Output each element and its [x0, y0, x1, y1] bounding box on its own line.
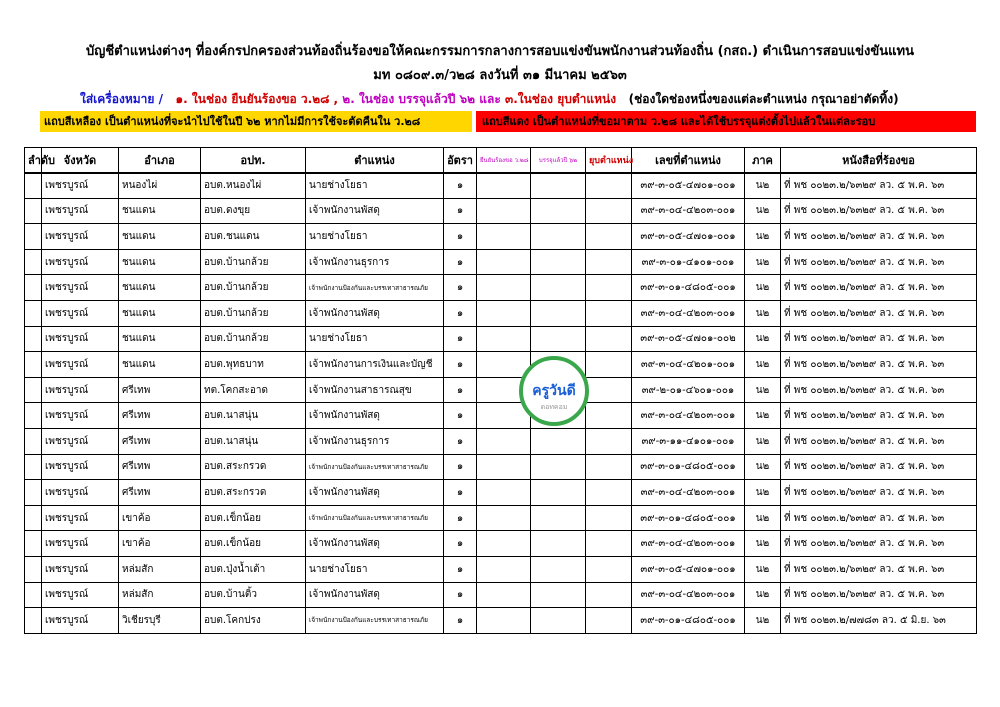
- cell-province: เพชรบูรณ์: [42, 173, 119, 199]
- cell-filled: [531, 556, 586, 582]
- cell-no: [25, 403, 42, 429]
- cell-org: อบต.บ้านกล้วย: [201, 300, 306, 326]
- cell-org: อบต.นาสนุ่น: [201, 428, 306, 454]
- cell-org: อบต.ปุ่งน้ำเต้า: [201, 556, 306, 582]
- cell-abolish: [586, 556, 632, 582]
- cell-province: เพชรบูรณ์: [42, 608, 119, 634]
- cell-no: [25, 224, 42, 250]
- cell-pos-no: ๓๙-๓-๐๔-๔๒๐๓-๐๐๑: [632, 300, 745, 326]
- col-province: จังหวัด: [42, 148, 119, 173]
- cell-confirm: [477, 505, 531, 531]
- cell-confirm: [477, 454, 531, 480]
- cell-confirm: [477, 198, 531, 224]
- cell-letter: ที่ พช ๐๐๒๓.๒/๖๓๒๙ ลว. ๕ พ.ค. ๖๓: [781, 275, 977, 301]
- cell-province: เพชรบูรณ์: [42, 275, 119, 301]
- cell-province: เพชรบูรณ์: [42, 326, 119, 352]
- cell-position: เจ้าพนักงานป้องกันและบรรเทาสาธารณภัย: [306, 505, 444, 531]
- cell-pos-no: ๓๙-๓-๐๑-๔๘๐๕-๐๐๑: [632, 275, 745, 301]
- cell-region: น๒: [745, 173, 781, 199]
- cell-org: อบต.บ้านกล้วย: [201, 326, 306, 352]
- watermark-subtext: ดอทคอม: [540, 403, 568, 411]
- cell-district: ศรีเทพ: [119, 480, 201, 506]
- cell-abolish: [586, 428, 632, 454]
- instruction-confirm: ๑. ในช่อง ยืนยันร้องขอ ว.๒๘ ,: [175, 92, 339, 106]
- cell-region: น๒: [745, 403, 781, 429]
- cell-letter: ที่ พช ๐๐๒๓.๒/๖๓๒๙ ลว. ๕ พ.ค. ๖๓: [781, 352, 977, 378]
- cell-confirm: [477, 531, 531, 557]
- col-letter: หนังสือที่ร้องขอ: [781, 148, 977, 173]
- cell-letter: ที่ พช ๐๐๒๓.๒/๖๓๒๙ ลว. ๕ พ.ค. ๖๓: [781, 582, 977, 608]
- cell-district: เขาค้อ: [119, 505, 201, 531]
- cell-position: เจ้าพนักงานพัสดุ: [306, 198, 444, 224]
- cell-district: เขาค้อ: [119, 531, 201, 557]
- cell-position: เจ้าพนักงานการเงินและบัญชี: [306, 352, 444, 378]
- cell-pos-no: ๓๙-๓-๐๔-๔๒๐๓-๐๐๑: [632, 531, 745, 557]
- cell-org: อบต.สระกรวด: [201, 454, 306, 480]
- cell-province: เพชรบูรณ์: [42, 198, 119, 224]
- cell-pos-no: ๓๙-๓-๐๔-๔๒๐๑-๐๐๑: [632, 352, 745, 378]
- cell-province: เพชรบูรณ์: [42, 480, 119, 506]
- cell-pos-no: ๓๙-๓-๐๕-๔๗๐๑-๐๐๒: [632, 326, 745, 352]
- cell-rate: ๑: [444, 454, 477, 480]
- cell-org: อบต.เข็กน้อย: [201, 505, 306, 531]
- cell-province: เพชรบูรณ์: [42, 582, 119, 608]
- col-abolish: ยุบตำแหน่ง: [586, 148, 632, 173]
- cell-position: เจ้าพนักงานพัสดุ: [306, 403, 444, 429]
- cell-rate: ๑: [444, 326, 477, 352]
- cell-position: เจ้าพนักงานธุรการ: [306, 249, 444, 275]
- cell-province: เพชรบูรณ์: [42, 224, 119, 250]
- table-row: [25, 198, 977, 224]
- cell-rate: ๑: [444, 249, 477, 275]
- cell-position: เจ้าพนักงานพัสดุ: [306, 531, 444, 557]
- document-reference: มท ๐๘๐๙.๓/ว๒๘ ลงวันที่ ๓๑ มีนาคม ๒๕๖๓: [373, 68, 627, 83]
- cell-rate: ๑: [444, 173, 477, 199]
- cell-no: [25, 275, 42, 301]
- table-row: [25, 608, 977, 634]
- table-row: [25, 428, 977, 454]
- cell-filled: [531, 326, 586, 352]
- cell-letter: ที่ พช ๐๐๒๓.๒/๖๓๒๙ ลว. ๕ พ.ค. ๖๓: [781, 326, 977, 352]
- cell-region: น๒: [745, 377, 781, 403]
- cell-no: [25, 531, 42, 557]
- cell-no: [25, 505, 42, 531]
- cell-position: เจ้าพนักงานสาธารณสุข: [306, 377, 444, 403]
- col-pos-no: เลขที่ตำแหน่ง: [632, 148, 745, 173]
- cell-pos-no: ๓๙-๓-๐๑-๔๘๐๕-๐๐๑: [632, 454, 745, 480]
- instruction-mark: ใส่เครื่องหมาย /: [80, 92, 163, 106]
- cell-abolish: [586, 275, 632, 301]
- cell-abolish: [586, 173, 632, 199]
- cell-pos-no: ๓๙-๓-๑๑-๔๑๐๑-๐๐๑: [632, 428, 745, 454]
- cell-province: เพชรบูรณ์: [42, 403, 119, 429]
- cell-province: เพชรบูรณ์: [42, 428, 119, 454]
- cell-region: น๒: [745, 480, 781, 506]
- cell-confirm: [477, 249, 531, 275]
- cell-no: [25, 198, 42, 224]
- table-row: [25, 249, 977, 275]
- cell-no: [25, 300, 42, 326]
- cell-confirm: [477, 275, 531, 301]
- col-district: อำเภอ: [119, 148, 201, 173]
- cell-filled: [531, 249, 586, 275]
- cell-rate: ๑: [444, 531, 477, 557]
- cell-pos-no: ๓๙-๓-๐๕-๔๗๐๑-๐๐๑: [632, 224, 745, 250]
- cell-region: น๒: [745, 249, 781, 275]
- cell-confirm: [477, 173, 531, 199]
- cell-letter: ที่ พช ๐๐๒๓.๒/๗๗๘๓ ลว. ๕ มิ.ย. ๖๓: [781, 608, 977, 634]
- cell-no: [25, 608, 42, 634]
- cell-rate: ๑: [444, 480, 477, 506]
- cell-pos-no: ๓๙-๓-๐๕-๔๗๐๑-๐๐๑: [632, 173, 745, 199]
- cell-abolish: [586, 531, 632, 557]
- col-confirm: ยืนยันร้องขอ ว.๒๘: [477, 148, 531, 173]
- cell-org: อบต.บ้านกล้วย: [201, 249, 306, 275]
- cell-abolish: [586, 224, 632, 250]
- cell-province: เพชรบูรณ์: [42, 531, 119, 557]
- cell-filled: [531, 608, 586, 634]
- cell-position: เจ้าพนักงานป้องกันและบรรเทาสาธารณภัย: [306, 454, 444, 480]
- table-row: [25, 505, 977, 531]
- cell-district: ชนแดน: [119, 198, 201, 224]
- table-row: [25, 582, 977, 608]
- cell-district: ชนแดน: [119, 300, 201, 326]
- cell-district: วิเชียรบุรี: [119, 608, 201, 634]
- instruction-note: (ช่องใดช่องหนึ่งของแต่ละตำแหน่ง กรุณาอย่าตัดทิ้ง): [628, 92, 899, 106]
- cell-org: อบต.หนองไผ่: [201, 173, 306, 199]
- table-row: [25, 480, 977, 506]
- yellow-banner: แถบสีเหลือง เป็นตำแหน่งที่จะนำไปใช้ในปี ๖๒ หากไม่มีการใช้จะตัดคืนใน ว.๒๘: [40, 111, 472, 132]
- cell-district: หนองไผ่: [119, 173, 201, 199]
- cell-abolish: [586, 377, 632, 403]
- cell-district: ชนแดน: [119, 224, 201, 250]
- cell-rate: ๑: [444, 608, 477, 634]
- col-org: อปท.: [201, 148, 306, 173]
- cell-rate: ๑: [444, 300, 477, 326]
- table-row: [25, 300, 977, 326]
- cell-abolish: [586, 582, 632, 608]
- document-title: บัญชีตำแหน่งต่างๆ ที่องค์กรปกครองส่วนท้องถิ่นร้องขอให้คณะกรรมการกลางการสอบแข่งขันพนักงานส่วนท้องถิ่น (กสถ.) ดำเนินการสอบแข่งขันแทน: [86, 44, 914, 59]
- cell-region: น๒: [745, 608, 781, 634]
- cell-rate: ๑: [444, 428, 477, 454]
- cell-position: นายช่างโยธา: [306, 556, 444, 582]
- cell-abolish: [586, 249, 632, 275]
- cell-abolish: [586, 608, 632, 634]
- cell-letter: ที่ พช ๐๐๒๓.๒/๖๓๒๙ ลว. ๕ พ.ค. ๖๓: [781, 454, 977, 480]
- cell-no: [25, 428, 42, 454]
- cell-district: ศรีเทพ: [119, 377, 201, 403]
- cell-region: น๒: [745, 454, 781, 480]
- watermark-logo: [519, 356, 589, 426]
- cell-org: อบต.ชนแดน: [201, 224, 306, 250]
- table-row: [25, 326, 977, 352]
- cell-pos-no: ๓๙-๒-๐๑-๔๖๐๑-๐๐๑: [632, 377, 745, 403]
- cell-letter: ที่ พช ๐๐๒๓.๒/๖๓๒๙ ลว. ๕ พ.ค. ๖๓: [781, 403, 977, 429]
- cell-position: เจ้าพนักงานป้องกันและบรรเทาสาธารณภัย: [306, 275, 444, 301]
- cell-region: น๒: [745, 352, 781, 378]
- cell-region: น๒: [745, 428, 781, 454]
- cell-letter: ที่ พช ๐๐๒๓.๒/๖๓๒๙ ลว. ๕ พ.ค. ๖๓: [781, 224, 977, 250]
- cell-position: เจ้าพนักงานป้องกันและบรรเทาสาธารณภัย: [306, 608, 444, 634]
- cell-filled: [531, 173, 586, 199]
- cell-no: [25, 352, 42, 378]
- cell-confirm: [477, 326, 531, 352]
- instruction-filled: ๒. ในช่อง บรรจุแล้วปี ๖๒ และ: [342, 92, 501, 106]
- cell-abolish: [586, 480, 632, 506]
- cell-region: น๒: [745, 505, 781, 531]
- cell-filled: [531, 428, 586, 454]
- cell-pos-no: ๓๙-๓-๐๑-๔๘๐๕-๐๐๑: [632, 608, 745, 634]
- cell-district: ชนแดน: [119, 326, 201, 352]
- cell-confirm: [477, 300, 531, 326]
- cell-abolish: [586, 300, 632, 326]
- col-filled: บรรจุแล้วปี ๖๒: [531, 148, 586, 173]
- cell-filled: [531, 198, 586, 224]
- cell-district: หล่มสัก: [119, 582, 201, 608]
- cell-pos-no: ๓๙-๓-๐๔-๔๒๐๓-๐๐๑: [632, 582, 745, 608]
- watermark-text: ครูวันดี: [532, 383, 576, 399]
- cell-position: นายช่างโยธา: [306, 173, 444, 199]
- table-row: [25, 275, 977, 301]
- cell-province: เพชรบูรณ์: [42, 505, 119, 531]
- cell-rate: ๑: [444, 275, 477, 301]
- cell-filled: [531, 224, 586, 250]
- cell-letter: ที่ พช ๐๐๒๓.๒/๖๓๒๙ ลว. ๕ พ.ค. ๖๓: [781, 300, 977, 326]
- positions-table: [24, 147, 977, 634]
- cell-province: เพชรบูรณ์: [42, 352, 119, 378]
- cell-district: ชนแดน: [119, 352, 201, 378]
- cell-filled: [531, 275, 586, 301]
- cell-filled: [531, 454, 586, 480]
- cell-region: น๒: [745, 275, 781, 301]
- cell-letter: ที่ พช ๐๐๒๓.๒/๖๓๒๙ ลว. ๕ พ.ค. ๖๓: [781, 556, 977, 582]
- cell-abolish: [586, 403, 632, 429]
- col-rate: อัตรา: [444, 148, 477, 173]
- cell-letter: ที่ พช ๐๐๒๓.๒/๖๓๒๙ ลว. ๕ พ.ค. ๖๓: [781, 249, 977, 275]
- table-header-row: [25, 148, 977, 173]
- table-row: [25, 403, 977, 429]
- cell-letter: ที่ พช ๐๐๒๓.๒/๖๓๒๙ ลว. ๕ พ.ค. ๖๓: [781, 377, 977, 403]
- cell-rate: ๑: [444, 556, 477, 582]
- cell-no: [25, 173, 42, 199]
- cell-confirm: [477, 428, 531, 454]
- cell-district: ชนแดน: [119, 275, 201, 301]
- instructions-line: [80, 90, 899, 109]
- cell-pos-no: ๓๙-๓-๐๑-๔๑๐๑-๐๐๑: [632, 249, 745, 275]
- cell-province: เพชรบูรณ์: [42, 249, 119, 275]
- col-region: ภาค: [745, 148, 781, 173]
- instruction-abolish: ๓.ในช่อง ยุบตำแหน่ง: [504, 92, 617, 106]
- cell-confirm: [477, 608, 531, 634]
- cell-region: น๒: [745, 582, 781, 608]
- cell-no: [25, 582, 42, 608]
- table-row: [25, 556, 977, 582]
- cell-rate: ๑: [444, 224, 477, 250]
- cell-pos-no: ๓๙-๓-๐๕-๔๗๐๑-๐๐๑: [632, 556, 745, 582]
- table-row: [25, 454, 977, 480]
- cell-rate: ๑: [444, 582, 477, 608]
- cell-position: เจ้าพนักงานพัสดุ: [306, 480, 444, 506]
- cell-province: เพชรบูรณ์: [42, 454, 119, 480]
- cell-no: [25, 377, 42, 403]
- cell-district: ศรีเทพ: [119, 454, 201, 480]
- cell-position: เจ้าพนักงานพัสดุ: [306, 582, 444, 608]
- cell-region: น๒: [745, 556, 781, 582]
- cell-pos-no: ๓๙-๓-๐๔-๔๒๐๓-๐๐๑: [632, 403, 745, 429]
- cell-org: อบต.โคกปรง: [201, 608, 306, 634]
- cell-letter: ที่ พช ๐๐๒๓.๒/๖๓๒๙ ลว. ๕ พ.ค. ๖๓: [781, 428, 977, 454]
- cell-filled: [531, 300, 586, 326]
- cell-letter: ที่ พช ๐๐๒๓.๒/๖๓๒๙ ลว. ๕ พ.ค. ๖๓: [781, 198, 977, 224]
- cell-org: อบต.บ้านกล้วย: [201, 275, 306, 301]
- cell-rate: ๑: [444, 403, 477, 429]
- cell-pos-no: ๓๙-๓-๐๑-๔๘๐๕-๐๐๑: [632, 505, 745, 531]
- cell-rate: ๑: [444, 352, 477, 378]
- table-body: [25, 173, 977, 634]
- table-row: [25, 224, 977, 250]
- cell-rate: ๑: [444, 377, 477, 403]
- cell-filled: [531, 582, 586, 608]
- cell-filled: [531, 480, 586, 506]
- cell-confirm: [477, 582, 531, 608]
- cell-province: เพชรบูรณ์: [42, 300, 119, 326]
- table-row: [25, 531, 977, 557]
- cell-confirm: [477, 224, 531, 250]
- cell-abolish: [586, 198, 632, 224]
- cell-position: เจ้าพนักงานธุรการ: [306, 428, 444, 454]
- col-no: ลำดับ: [25, 148, 42, 173]
- cell-district: หล่มสัก: [119, 556, 201, 582]
- cell-no: [25, 326, 42, 352]
- cell-org: อบต.เข็กน้อย: [201, 531, 306, 557]
- cell-org: ทต.โคกสะอาด: [201, 377, 306, 403]
- cell-org: อบต.สระกรวด: [201, 480, 306, 506]
- cell-letter: ที่ พช ๐๐๒๓.๒/๖๓๒๙ ลว. ๕ พ.ค. ๖๓: [781, 531, 977, 557]
- cell-org: อบต.นาสนุ่น: [201, 403, 306, 429]
- cell-pos-no: ๓๙-๓-๐๔-๔๒๐๓-๐๐๑: [632, 480, 745, 506]
- cell-position: นายช่างโยธา: [306, 224, 444, 250]
- cell-district: ศรีเทพ: [119, 403, 201, 429]
- cell-letter: ที่ พช ๐๐๒๓.๒/๖๓๒๙ ลว. ๕ พ.ค. ๖๓: [781, 173, 977, 199]
- cell-org: อบต.ดงขุย: [201, 198, 306, 224]
- cell-abolish: [586, 505, 632, 531]
- cell-no: [25, 249, 42, 275]
- cell-abolish: [586, 326, 632, 352]
- cell-abolish: [586, 352, 632, 378]
- cell-no: [25, 454, 42, 480]
- table-row: [25, 352, 977, 378]
- table-row: [25, 173, 977, 199]
- cell-org: อบต.พุทธบาท: [201, 352, 306, 378]
- cell-position: นายช่างโยธา: [306, 326, 444, 352]
- cell-district: ชนแดน: [119, 249, 201, 275]
- cell-abolish: [586, 454, 632, 480]
- cell-region: น๒: [745, 300, 781, 326]
- cell-region: น๒: [745, 198, 781, 224]
- cell-region: น๒: [745, 326, 781, 352]
- cell-position: เจ้าพนักงานพัสดุ: [306, 300, 444, 326]
- cell-region: น๒: [745, 531, 781, 557]
- cell-rate: ๑: [444, 505, 477, 531]
- cell-filled: [531, 531, 586, 557]
- cell-district: ศรีเทพ: [119, 428, 201, 454]
- cell-pos-no: ๓๙-๓-๐๔-๔๒๐๓-๐๐๑: [632, 198, 745, 224]
- table-row: [25, 377, 977, 403]
- col-position: ตำแหน่ง: [306, 148, 444, 173]
- cell-confirm: [477, 556, 531, 582]
- red-banner: แถบสีแดง เป็นตำแหน่งที่ขอมาตาม ว.๒๘ และได้ใช้บรรจุแต่งตั้งไปแล้วในแต่ละรอบ: [476, 111, 976, 132]
- cell-no: [25, 556, 42, 582]
- cell-no: [25, 480, 42, 506]
- cell-letter: ที่ พช ๐๐๒๓.๒/๖๓๒๙ ลว. ๕ พ.ค. ๖๓: [781, 480, 977, 506]
- cell-filled: [531, 505, 586, 531]
- cell-letter: ที่ พช ๐๐๒๓.๒/๖๓๒๙ ลว. ๕ พ.ค. ๖๓: [781, 505, 977, 531]
- cell-rate: ๑: [444, 198, 477, 224]
- cell-region: น๒: [745, 224, 781, 250]
- cell-confirm: [477, 480, 531, 506]
- cell-province: เพชรบูรณ์: [42, 556, 119, 582]
- cell-org: อบต.บ้านติ้ว: [201, 582, 306, 608]
- cell-province: เพชรบูรณ์: [42, 377, 119, 403]
